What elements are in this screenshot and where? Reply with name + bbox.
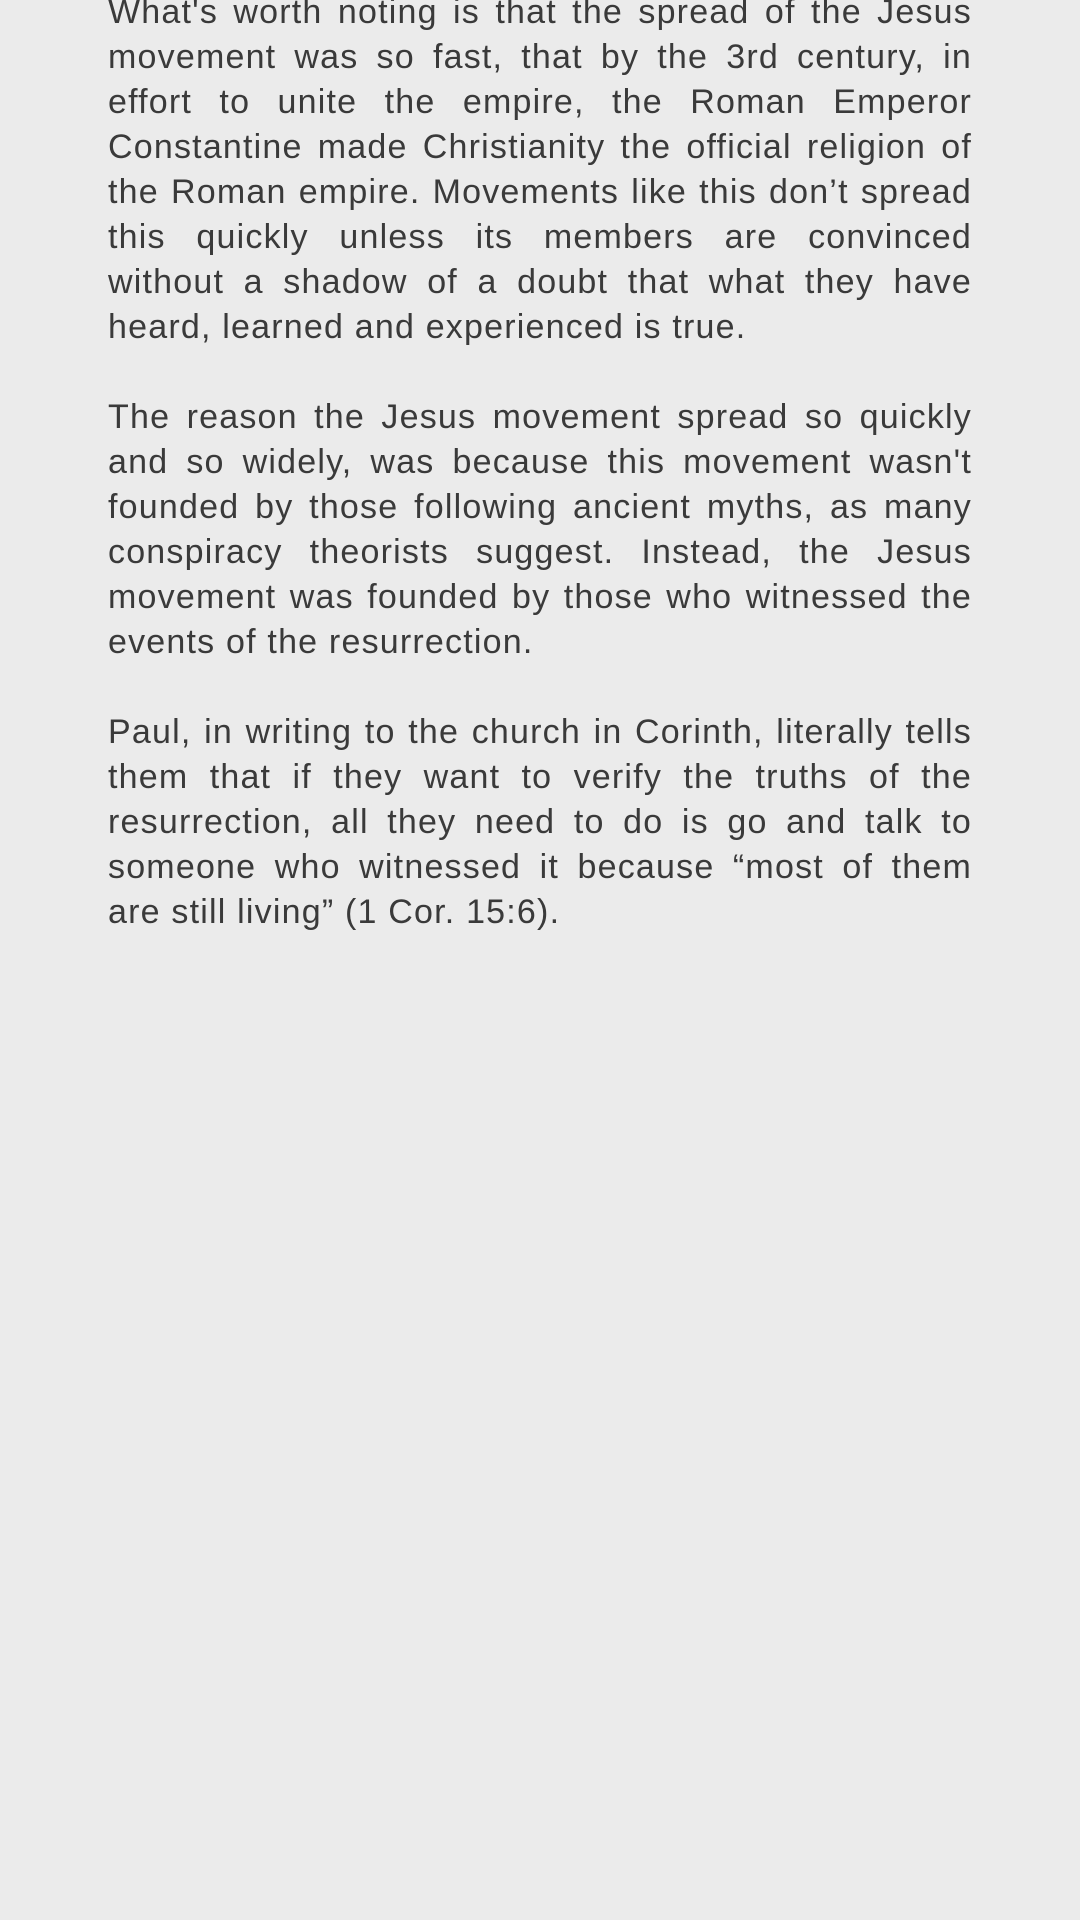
article-paragraph: What's worth noting is that the spread of the Jesus movement was so fast, that by the 3rd century, in effort to unite the empire, the Roman Emperor Constantine made Christianity the official religion of the Roman empire. Movements like this don’t spread this quickly unless its members are convinced without a shadow of a doubt that what they have heard, learned and experienced is true. xyxy=(108,0,972,346)
article-body xyxy=(108,0,972,980)
article-paragraph: The reason the Jesus movement spread so quickly and so widely, was because this movement wasn't founded by those following ancient myths, as many conspiracy theorists suggest. Instead, the Jesus movement was founded by those who witnessed the events of the resurrection. xyxy=(108,398,972,661)
article-paragraph: Paul, in writing to the church in Corinth, literally tells them that if they want to verify the truths of the resurrection, all they need to do is go and talk to someone who witnessed it because “most of them are still living” (1 Cor. 15:6). xyxy=(108,713,972,931)
